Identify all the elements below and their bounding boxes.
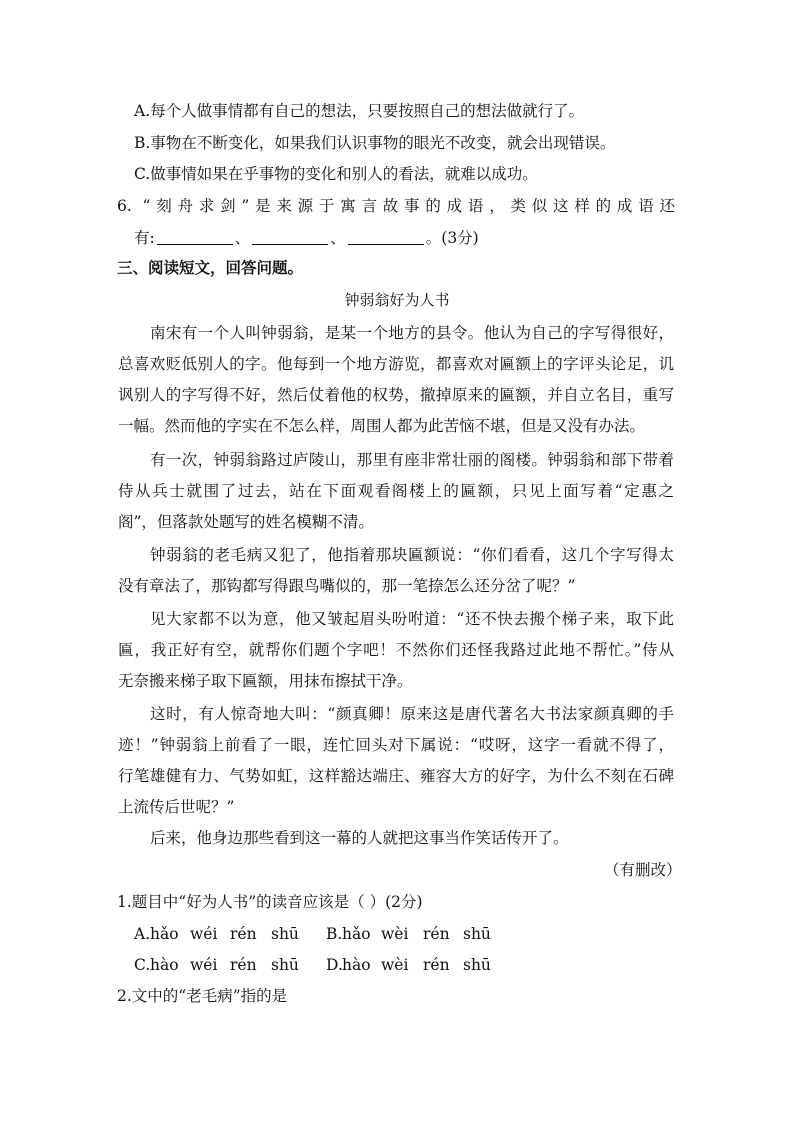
passage-line: 有一次，钟弱翁路过庐陵山，那里有座非常壮丽的阁楼。钟弱翁和部下带着 [150, 451, 674, 469]
q1-stem: 1.题目中“好为人书”的读音应该是（ ）(2分) [117, 893, 423, 911]
pinyin-syllable: rén [230, 925, 257, 943]
pinyin-syllable: shū [463, 925, 491, 943]
q5-option-b: B.事物在不断变化，如果我们认识事物的眼光不改变，就会出现错误。 [134, 134, 616, 152]
q5-option-c: C.做事情如果在乎事物的变化和别人的看法，就难以成功。 [134, 165, 538, 183]
pinyin-syllable: wèi [381, 956, 409, 974]
pinyin-syllable: wèi [381, 925, 409, 943]
passage-line: 见大家都不以为意，他又皱起眉头吩咐道：“还不快去搬个梯子来，取下此 [150, 610, 674, 628]
pinyin-syllable: rén [230, 956, 257, 974]
passage-line: 没有章法了，那钩都写得跟鸟嘴似的，那一笔捺怎么还分岔了呢？” [118, 577, 576, 595]
pinyin-syllable: hào [342, 956, 371, 974]
option-letter: C. [134, 956, 151, 974]
passage-line: 讽别人的字写得不好，然后仗着他的权势，撤掉原来的匾额，并自立名目，重写 [118, 386, 674, 404]
option-letter: B. [326, 925, 343, 943]
passage-line: 南宋有一个人叫钟弱翁，是某一个地方的县令。他认为自己的字写得很好， [150, 324, 674, 342]
passage-line: 迹！”钟弱翁上前看了一眼，连忙回头对下属说：“哎呀，这字一看就不得了， [118, 736, 674, 754]
q6-prefix: 有: [134, 229, 155, 247]
passage-line: 侍从兵士就围了过去，站在下面观看阁楼上的匾额，只见上面写着“定惠之 [118, 482, 674, 500]
q6-question-line2 [134, 228, 479, 248]
pinyin-syllable: shū [271, 925, 299, 943]
pinyin-syllable: hǎo [342, 925, 371, 943]
q6-separator-2: 、 [330, 229, 346, 247]
pinyin-syllable: rén [423, 956, 450, 974]
q6-suffix: 。(3分) [425, 229, 479, 247]
passage-line: 总喜欢贬低别人的字。他每到一个地方游览，都喜欢对匾额上的字评头论足，讥 [118, 355, 674, 373]
passage-line: 行笔雄健有力、气势如虹，这样豁达端庄、雍容大方的好字，为什么不刻在石碑 [118, 767, 674, 785]
q5-option-a: A.每个人做事情都有自己的想法，只要按照自己的想法做就行了。 [134, 102, 585, 120]
passage-line: 阁”，但落款处题写的姓名模糊不清。 [118, 513, 374, 531]
pinyin-syllable: wéi [190, 925, 218, 943]
option-letter: D. [326, 956, 343, 974]
passage-line: 无奈搬来梯子取下匾额，用抹布擦拭干净。 [118, 672, 413, 690]
passage-line: 这时，有人惊奇地大叫：“颜真卿！原来这是唐代著名大书法家颜真卿的手 [150, 705, 674, 723]
q6-blank-1[interactable] [157, 230, 233, 245]
pinyin-syllable: hǎo [150, 925, 179, 943]
passage-line: 上流传后世呢？” [118, 798, 235, 816]
passage-line: 匾，我正好有空，就帮你们题个字吧！不然你们还怪我路过此地不帮忙。”侍从 [118, 641, 674, 659]
q6-blank-3[interactable] [348, 230, 424, 245]
option-letter: A. [134, 925, 151, 943]
passage-line: 后来，他身边那些看到这一幕的人就把这事当作笑话传开了。 [150, 829, 569, 847]
passage-title: 钟弱翁好为人书 [344, 291, 450, 309]
pinyin-syllable: shū [271, 956, 299, 974]
pinyin-syllable: hào [150, 956, 179, 974]
passage-source-note: （有删改） [604, 861, 682, 879]
section-3-heading: 三、阅读短文，回答问题。 [117, 259, 304, 277]
pinyin-syllable: rén [423, 925, 450, 943]
q6-separator-1: 、 [234, 229, 251, 247]
q6-question-line1: 6. “刻舟求剑”是来源于寓言故事的成语，类似这样的成语还 [117, 197, 675, 215]
pinyin-syllable: wéi [190, 956, 218, 974]
q6-blank-2[interactable] [252, 230, 328, 245]
passage-line: 钟弱翁的老毛病又犯了，他指着那块匾额说：“你们看看，这几个字写得太 [150, 546, 674, 564]
pinyin-syllable: shū [463, 956, 491, 974]
passage-line: 一幅。然而他的字实在不怎么样，周围人都为此苦恼不堪，但是又没有办法。 [118, 417, 646, 435]
q2-stem: 2.文中的“老毛病”指的是 [117, 987, 288, 1005]
